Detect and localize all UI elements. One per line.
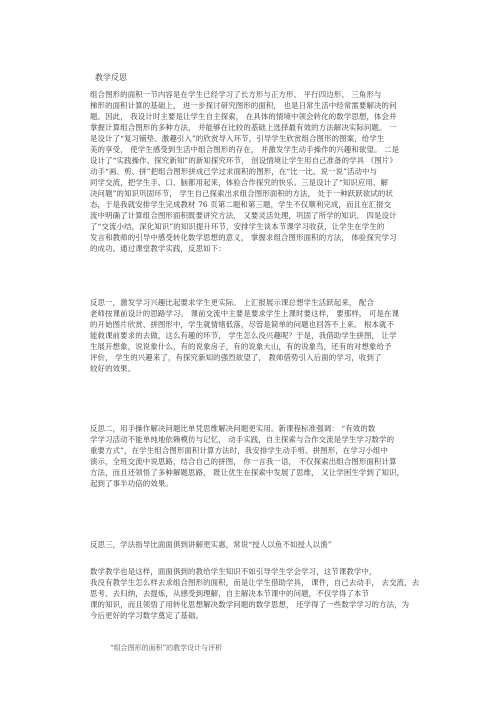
- text-line: 美的享受， 使学生感受到生活中组合图形的存在， 并激发学生动手操作的兴趣和欲望。 二是: [90, 145, 400, 154]
- text-line: 反思三，学法指导比面面俱到讲解更实惠，常说“授人以鱼不如授人以渔”: [90, 540, 332, 549]
- text-line: 动手“画、剪、拼”把组合图形拼成已学过求面积的图形，在“比一比、说一说”活动中与: [90, 167, 378, 176]
- text-line: 组合图形的面积一节内容是在学生已经学习了长方形与正方形、 平行四边形、 三角形与: [90, 90, 382, 99]
- doc-title: 教学反思: [95, 73, 127, 82]
- text-line: 数学教学也是这样，面面俱到的教给学生知识不如引导学生学会学习，这节课教学中，: [90, 567, 377, 576]
- text-line: 决问题”的知识巩固环节， 学生自己探索出求组合图形面积的方法， 处于一种跃跃欲试的状: [90, 189, 394, 198]
- text-line: 课的知识，而且领悟了用转化思想解决数学问题的数学思想， 还学得了一些数学学习的方法，为: [90, 600, 410, 609]
- text-line: 生展开想象，说说象什么，有的说象房子，有的说象大山，有的说象鸟，还有的对想象给予: [90, 342, 392, 351]
- text-line: 今后更好的学习数学奠定了基础。: [90, 611, 204, 620]
- text-line: 重要方式”，在学生组合图形面积计算方法时，我安排学生动手剪、拼图形，在学习小组中: [90, 446, 389, 455]
- text-line: 评价， 学生的兴趣来了，有探究新知的强烈欲望了， 教师借势引入后面的学习，收到了: [90, 353, 382, 362]
- text-line: 发言和教师的引导中感受转化数学思想的意义， 掌握求组合图形面积的方法， 体验探究学习: [90, 233, 397, 242]
- text-line: 起到了事半功倍的效果。: [90, 479, 173, 488]
- text-line: 较好的效果。: [90, 364, 136, 373]
- text-line: 的开始图片欣赏、拼图形中，学生就情绪低落，尽管是简单的问题也回答不上来。 根本就不: [90, 320, 395, 329]
- text-line: 方法，而且还领悟了多种解题思路， 既让优生在探索中发展了思维， 又让学困生学到了知识，: [90, 468, 405, 477]
- text-line: 梯形的面积计算的基础上， 进一步探讨研究图形的面积， 也是日常生活中经常需要解决的问: [90, 101, 397, 110]
- text-line: 演示，全班交流中说思路，结合自己的拼图， 你一言我一语， 不仅探索出组合图形面积计算: [90, 457, 397, 466]
- text-line: 态，于是我就安排学生完成教材 76 页第二题和第三题，学生不仅顺利完成，而且在汇报交: [90, 200, 392, 209]
- text-line: 能救课前要求的去做，这么有趣的环节， 学生怎么没兴趣呢？于是，我借助学生拼图， 让学: [90, 331, 397, 340]
- text-line: 的成功。通过课堂教学实践，反思如下：: [90, 244, 226, 253]
- text-line: 我没有教学生怎么样去求组合图形的面积，而是让学生借助学具， 课件，自己去动手， 去交流，去: [90, 578, 420, 587]
- text-line: 反思二，用手操作解决问题比单凭思维解决问题更实用。新课程标准强调： “有效的数: [90, 424, 376, 433]
- text-line: 老师按课前设计的思路学习。 课前交流中主要是要求学生上课时要这样， 要那样， 可是在课: [90, 309, 400, 318]
- text-line: 流中明确了计算组合图形面积既要讲究方法， 又要灵活处理，巩固了所学的知识。 四是设计: [90, 211, 397, 220]
- text-line: 设计了“实践操作、探究新知”的新知探究环节， 创设情境让学生用自己准备的学具 《图片》: [90, 156, 397, 165]
- page-footer: “组合图形的面积”的教学设计与评析: [110, 644, 223, 652]
- text-line: 题。因此， 我设计时主要是让学生自主探索， 在具体的情境中领会转化的数学思想，体会并: [90, 112, 397, 121]
- text-line: 同学交流，把学生手、口、脑都用起来，体验合作探究的快乐。三是设计了“知识应用、解: [90, 178, 389, 187]
- text-line: 学学习活动不能单纯地依赖模仿与记忆， 动手实践，自主探索与合作交流是学生学习数学的: [90, 435, 395, 444]
- text-line: 是设计了“复习铺垫、激趣引入”的欣赏导入环节，引导学生欣赏组合图形的图案，给学生: [90, 134, 385, 143]
- text-line: 了“交流小结，深化知识”的知识提升环节，安排学生谈本节课学习收获，让学生在学生的: [90, 222, 385, 231]
- text-line: 掌握计算组合图形的多种方法， 并能够在比较的基础上选择最有效的方法解决实际问题。 一: [90, 123, 397, 132]
- text-line: 反思一，激发学习兴趣比起要求学生更实际。 上汇报展示课总想学生活跃起来， 配合: [90, 298, 375, 307]
- text-line: 思考、去归纳，去提炼，从感受到理解，自主解决本节课中的问题，不仅学得了本节: [90, 589, 370, 598]
